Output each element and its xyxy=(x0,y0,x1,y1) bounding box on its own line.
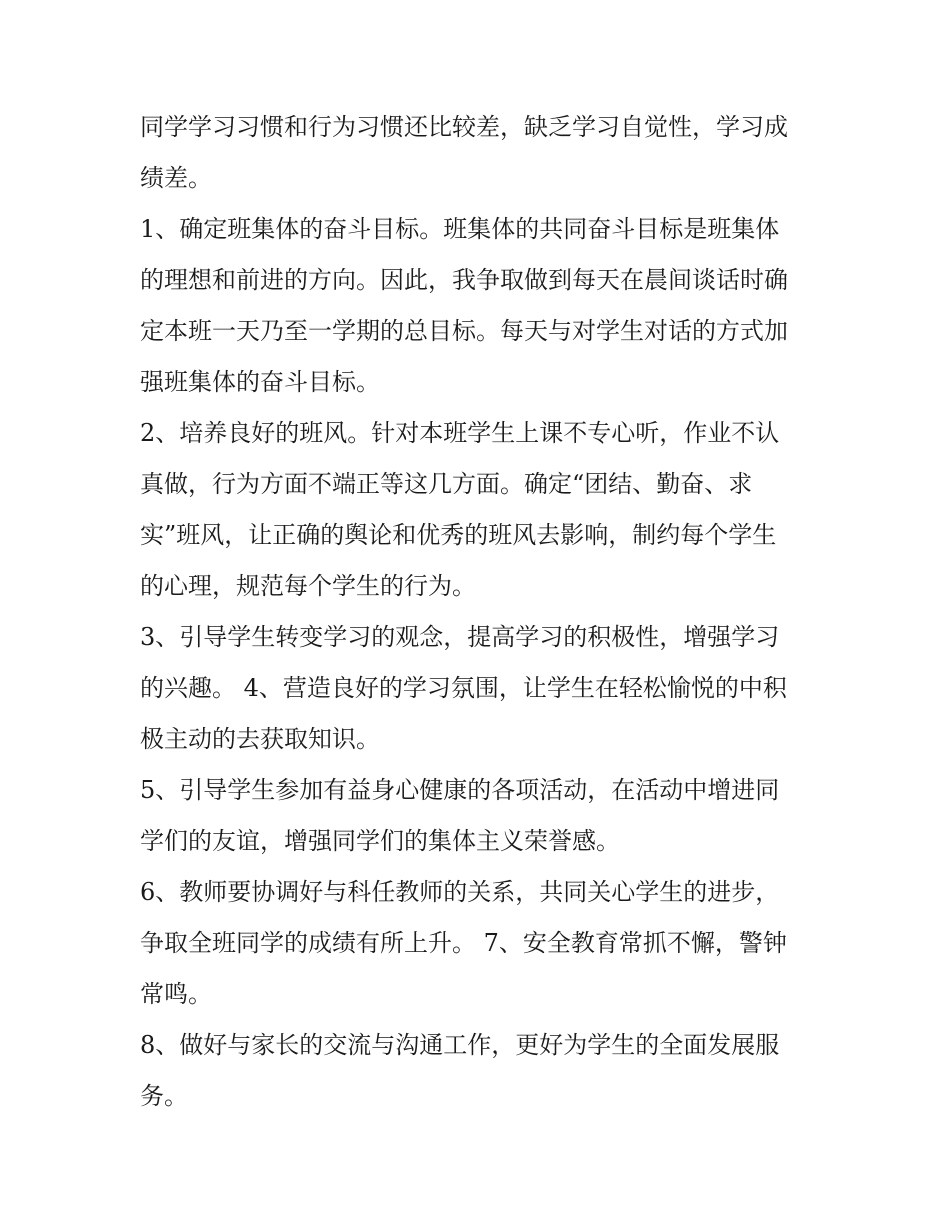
text-line: 争取全班同学的成绩有所上升。 7、安全教育常抓不懈，警钟 xyxy=(140,929,787,957)
text-line: 1、确定班集体的奋斗目标。班集体的共同奋斗目标是班集体 xyxy=(140,215,780,243)
document-body xyxy=(140,102,815,1122)
text-line: 2、培养良好的班风。针对本班学生上课不专心听，作业不认 xyxy=(140,419,780,447)
text-line: 的理想和前进的方向。因此，我争取做到每天在晨间谈话时确 xyxy=(140,266,788,294)
text-line: 定本班一天乃至一学期的总目标。每天与对学生对话的方式加 xyxy=(140,317,788,345)
text-line: 的心理，规范每个学生的行为。 xyxy=(140,572,476,600)
text-line: 实”班风，让正确的舆论和优秀的班风去影响，制约每个学生 xyxy=(140,521,777,549)
paragraph-item-5 xyxy=(140,765,815,867)
text-line: 同学学习习惯和行为习惯还比较差，缺乏学习自觉性，学习成 xyxy=(140,113,788,141)
text-line: 学们的友谊，增强同学们的集体主义荣誉感。 xyxy=(140,827,620,855)
text-line: 真做，行为方面不端正等这几方面。确定“团结、勤奋、求 xyxy=(140,470,753,498)
paragraph-item-2 xyxy=(140,408,815,612)
text-line: 3、引导学生转变学习的观念，提高学习的积极性，增强学习 xyxy=(140,623,780,651)
text-line: 极主动的去获取知识。 xyxy=(140,725,380,753)
text-line: 5、引导学生参加有益身心健康的各项活动，在活动中增进同 xyxy=(140,776,780,804)
paragraph-intro xyxy=(140,102,815,204)
paragraph-item-3-4 xyxy=(140,612,815,765)
text-line: 强班集体的奋斗目标。 xyxy=(140,368,380,396)
text-line: 绩差。 xyxy=(140,164,212,192)
text-line: 常鸣。 xyxy=(140,980,212,1008)
paragraph-item-6-7 xyxy=(140,867,815,1020)
text-line: 6、教师要协调好与科任教师的关系，共同关心学生的进步， xyxy=(140,878,780,906)
text-line: 的兴趣。 4、营造良好的学习氛围，让学生在轻松愉悦的中积 xyxy=(140,674,787,702)
text-line: 务。 xyxy=(140,1082,188,1110)
paragraph-item-1 xyxy=(140,204,815,408)
paragraph-item-8 xyxy=(140,1020,815,1122)
text-line: 8、做好与家长的交流与沟通工作，更好为学生的全面发展服 xyxy=(140,1031,780,1059)
